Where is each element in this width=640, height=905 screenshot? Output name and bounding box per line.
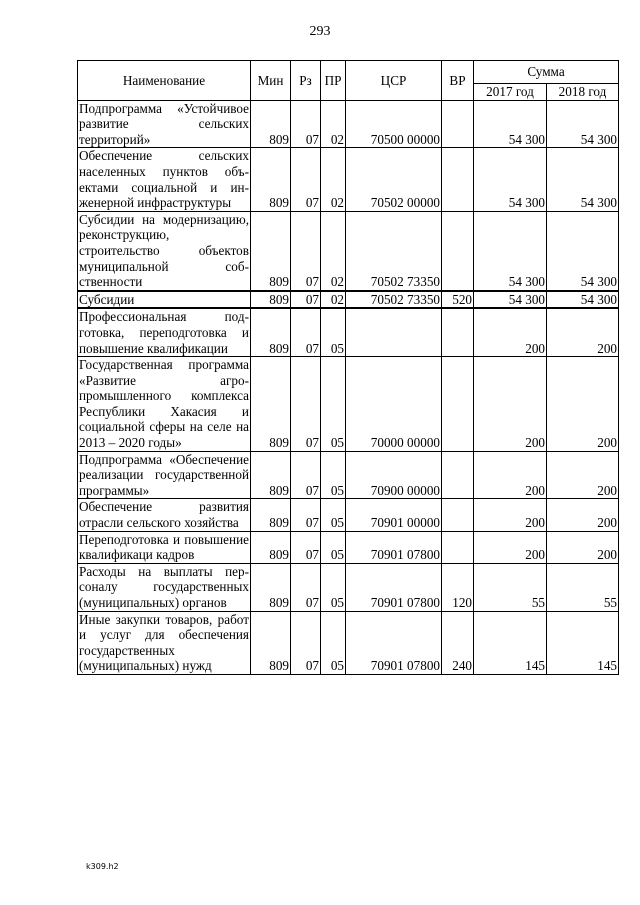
- cell-name: Расходы на выплаты персоналу государственных (муниципальных) органов: [79, 563, 249, 610]
- cell-rz: 07: [291, 499, 321, 531]
- cell-csr: 70502 73350: [346, 291, 442, 309]
- table-row: [78, 148, 619, 211]
- cell-name: Подпрограмма «Обеспечение реализации государственной программы»: [79, 451, 249, 498]
- table-row: [78, 451, 619, 499]
- cell-name: Переподготовка и повышение квалификаци кадров: [79, 531, 249, 563]
- header-vr: ВР: [442, 61, 474, 101]
- cell-min: 809: [251, 451, 291, 499]
- cell-rz: 07: [291, 308, 321, 356]
- cell-2018: 54 300: [547, 211, 619, 290]
- cell-2017: 54 300: [474, 148, 547, 211]
- header-min: Мин: [251, 61, 291, 101]
- cell-rz: 07: [291, 148, 321, 211]
- cell-csr: 70502 00000: [346, 148, 442, 211]
- table-row: [78, 611, 619, 674]
- cell-min: 809: [251, 148, 291, 211]
- cell-rz: 07: [291, 531, 321, 563]
- cell-2017: 145: [474, 611, 547, 674]
- table-row: [78, 100, 619, 148]
- cell-vr: 120: [442, 563, 474, 611]
- cell-rz: 07: [291, 611, 321, 674]
- cell-name: Подпрограмма «Устойчивое развитие сельских территорий»: [79, 100, 249, 147]
- cell-2017: 200: [474, 308, 547, 356]
- table-row: [78, 308, 619, 356]
- cell-rz: 07: [291, 100, 321, 148]
- cell-vr: [442, 211, 474, 290]
- cell-csr: 70900 00000: [346, 451, 442, 499]
- cell-pr: 02: [321, 148, 346, 211]
- footer-code: k309.h2: [86, 862, 119, 871]
- cell-min: 809: [251, 563, 291, 611]
- cell-vr: [442, 100, 474, 148]
- cell-2017: 200: [474, 499, 547, 531]
- cell-2017: 54 300: [474, 100, 547, 148]
- table-row: [78, 531, 619, 563]
- cell-rz: 07: [291, 563, 321, 611]
- cell-pr: 02: [321, 291, 346, 309]
- page-number: 293: [309, 24, 331, 39]
- table-row: [78, 357, 619, 452]
- header-name: Наименование: [78, 61, 251, 101]
- cell-vr: [442, 499, 474, 531]
- cell-name: Иные закупки товаров, работ и услуг для обеспечения государственных (муниципальных) нужд: [79, 611, 249, 674]
- header-pr: ПР: [321, 61, 346, 101]
- cell-pr: 05: [321, 531, 346, 563]
- cell-pr: 05: [321, 563, 346, 611]
- cell-vr: 520: [442, 291, 474, 309]
- cell-csr: 70901 00000: [346, 499, 442, 531]
- cell-min: 809: [251, 308, 291, 356]
- cell-vr: [442, 451, 474, 499]
- cell-2017: 200: [474, 357, 547, 452]
- cell-min: 809: [251, 291, 291, 309]
- cell-2017: 54 300: [474, 211, 547, 290]
- cell-2018: 145: [547, 611, 619, 674]
- cell-csr: 70000 00000: [346, 357, 442, 452]
- cell-min: 809: [251, 211, 291, 290]
- cell-rz: 07: [291, 451, 321, 499]
- cell-2018: 200: [547, 308, 619, 356]
- cell-2017: 55: [474, 563, 547, 611]
- cell-2018: 200: [547, 451, 619, 499]
- cell-name: Субсидии на модернизацию, реконструкцию, строительство объектов муниципальной собственности: [79, 211, 249, 290]
- cell-csr: 70901 07800: [346, 531, 442, 563]
- cell-min: 809: [251, 499, 291, 531]
- cell-min: 809: [251, 357, 291, 452]
- cell-name: Государственная программа «Развитие агропромышленного комплекса Республики Хакасия и социальной сферы на селе на 2013 – 2020 годы»: [79, 357, 249, 451]
- cell-2018: 54 300: [547, 100, 619, 148]
- cell-2018: 200: [547, 499, 619, 531]
- header-sum: Сумма: [474, 61, 619, 84]
- cell-min: 809: [251, 531, 291, 563]
- table-row: [78, 499, 619, 531]
- cell-vr: [442, 308, 474, 356]
- table-row: [78, 563, 619, 611]
- cell-vr: 240: [442, 611, 474, 674]
- budget-table: [77, 60, 619, 675]
- cell-2017: 200: [474, 451, 547, 499]
- cell-2017: 200: [474, 531, 547, 563]
- cell-name: Обеспечение сельских населенных пунктов объектами социальной и инженерной инфраструктуры: [79, 148, 249, 211]
- cell-pr: 02: [321, 100, 346, 148]
- cell-pr: 05: [321, 451, 346, 499]
- cell-2018: 200: [547, 357, 619, 452]
- cell-rz: 07: [291, 291, 321, 309]
- header-year-2017: 2017 год: [474, 84, 547, 101]
- cell-vr: [442, 148, 474, 211]
- cell-name: Профессиональная подготовка, переподготовка и повышение квалификации: [79, 309, 249, 356]
- cell-name: Субсидии: [78, 291, 251, 309]
- cell-rz: 07: [291, 211, 321, 290]
- cell-pr: 05: [321, 357, 346, 452]
- table-row: [78, 211, 619, 290]
- header-year-2018: 2018 год: [547, 84, 619, 101]
- cell-rz: 07: [291, 357, 321, 452]
- cell-csr: 70901 07800: [346, 611, 442, 674]
- cell-csr: 70500 00000: [346, 100, 442, 148]
- cell-min: 809: [251, 611, 291, 674]
- cell-pr: 02: [321, 211, 346, 290]
- cell-pr: 05: [321, 499, 346, 531]
- header-rz: Рз: [291, 61, 321, 101]
- table-row: [78, 291, 619, 309]
- cell-csr: 70502 73350: [346, 211, 442, 290]
- cell-name: Обеспечение развития отрасли сельского хозяйства: [79, 499, 249, 531]
- cell-2018: 55: [547, 563, 619, 611]
- cell-pr: 05: [321, 611, 346, 674]
- cell-pr: 05: [321, 308, 346, 356]
- cell-vr: [442, 531, 474, 563]
- cell-2018: 54 300: [547, 291, 619, 309]
- header-csr: ЦСР: [346, 61, 442, 101]
- cell-csr: 70901 07800: [346, 563, 442, 611]
- cell-2017: 54 300: [474, 291, 547, 309]
- cell-2018: 200: [547, 531, 619, 563]
- cell-vr: [442, 357, 474, 452]
- cell-2018: 54 300: [547, 148, 619, 211]
- cell-min: 809: [251, 100, 291, 148]
- cell-csr: [346, 308, 442, 356]
